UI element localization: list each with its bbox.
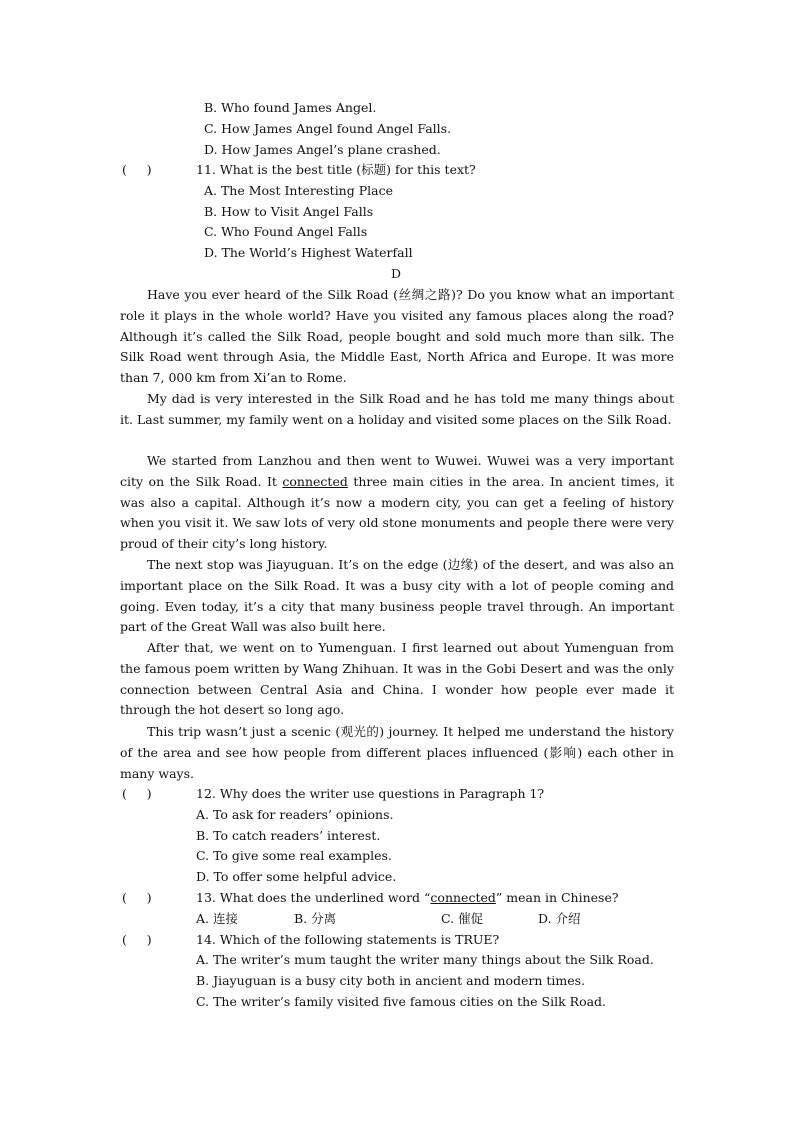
q12-option-b: B. To catch readers’ interest.: [196, 828, 381, 843]
q14-option-b: B. Jiayuguan is a busy city both in ancient and modern times.: [196, 973, 586, 988]
q14-answer-bracket: ( ): [122, 932, 152, 947]
q13-answer-bracket: ( ): [122, 890, 152, 905]
q13-stem-text-b: ” mean in Chinese?: [495, 890, 619, 905]
q12-option-d: D. To offer some helpful advice.: [196, 869, 397, 884]
passage-paragraph-3: [120, 451, 674, 555]
q11-stem: 11. What is the best title (标题) for this text?: [196, 162, 476, 177]
q10-option-b: B. Who found James Angel.: [204, 100, 377, 115]
passage-paragraph-4: The next stop was Jiayuguan. It’s on the edge (边缘) of the desert, and was also an important place on the Silk Road. It was a busy city with a lot of people coming and going. Even today, it’s a city that many business people travel through. An important part of the Great Wall was also built here.: [120, 557, 674, 635]
q13-option-c: C. 催促: [441, 911, 484, 926]
passage-paragraph-2: My dad is very interested in the Silk Road and he has told me many things about it. Last summer, my family went on a holiday and visited some places on the Silk Road.: [120, 391, 674, 427]
q13-underlined-word: connected: [430, 890, 496, 905]
q14-option-c: C. The writer’s family visited five famous cities on the Silk Road.: [196, 994, 607, 1009]
passage-paragraph-3-text-b: three main cities in the area. In ancient times, it was also a capital. Although it’s now a modern city, you can get a feeling of history when you visit it. We saw lots of very old stone monuments and people there were very proud of their city’s long history.: [120, 473, 674, 552]
passage-paragraph-3-text-a: We started from Lanzhou and then went to Wuwei. Wuwei was a very important city on the Silk Road. It: [120, 453, 674, 489]
q11-option-d: D. The World’s Highest Waterfall: [204, 245, 413, 260]
q10-option-d: D. How James Angel’s plane crashed.: [204, 142, 441, 157]
q12-option-a: A. To ask for readers’ opinions.: [196, 807, 394, 822]
q13-option-a: A. 连接: [196, 911, 238, 926]
q11-answer-bracket: ( ): [122, 162, 152, 177]
q13-stem: [196, 890, 619, 906]
q13-option-b: B. 分离: [294, 911, 337, 926]
q11-option-c: C. Who Found Angel Falls: [204, 224, 368, 239]
underlined-word-connected: connected: [282, 473, 348, 489]
q13-stem-text-a: 13. What does the underlined word “: [196, 890, 431, 905]
passage-paragraph-6: This trip wasn’t just a scenic (观光的) journey. It helped me understand the history of the area and see how people from different places influenced (影响) each other in many ways.: [120, 724, 674, 781]
q12-answer-bracket: ( ): [122, 786, 152, 801]
section-letter: D: [391, 266, 402, 281]
passage-paragraph-5: After that, we went on to Yumenguan. I first learned out about Yumenguan from the famous poem written by Wang Zhihuan. It was in the Gobi Desert and was the only connection between Central Asia and China. I wonder how people ever made it through the hot desert so long ago.: [120, 640, 674, 718]
q14-option-a: A. The writer’s mum taught the writer many things about the Silk Road.: [196, 952, 654, 967]
q12-option-c: C. To give some real examples.: [196, 848, 392, 863]
q14-stem: 14. Which of the following statements is TRUE?: [196, 932, 500, 947]
q11-option-a: A. The Most Interesting Place: [204, 183, 393, 198]
q11-option-b: B. How to Visit Angel Falls: [204, 204, 374, 219]
q12-stem: 12. Why does the writer use questions in Paragraph 1?: [196, 786, 545, 801]
passage-paragraph-1: Have you ever heard of the Silk Road (丝绸之路)? Do you know what an important role it plays in the whole world? Have you visited any famous places along the road? Although it’s called the Silk Road, people bought and sold much more than silk. The Silk Road went through Asia, the Middle East, North Africa and Europe. It was more than 7, 000 km from Xi’an to Rome.: [120, 287, 674, 386]
q10-option-c: C. How James Angel found Angel Falls.: [204, 121, 452, 136]
q13-option-d: D. 介绍: [538, 911, 581, 926]
